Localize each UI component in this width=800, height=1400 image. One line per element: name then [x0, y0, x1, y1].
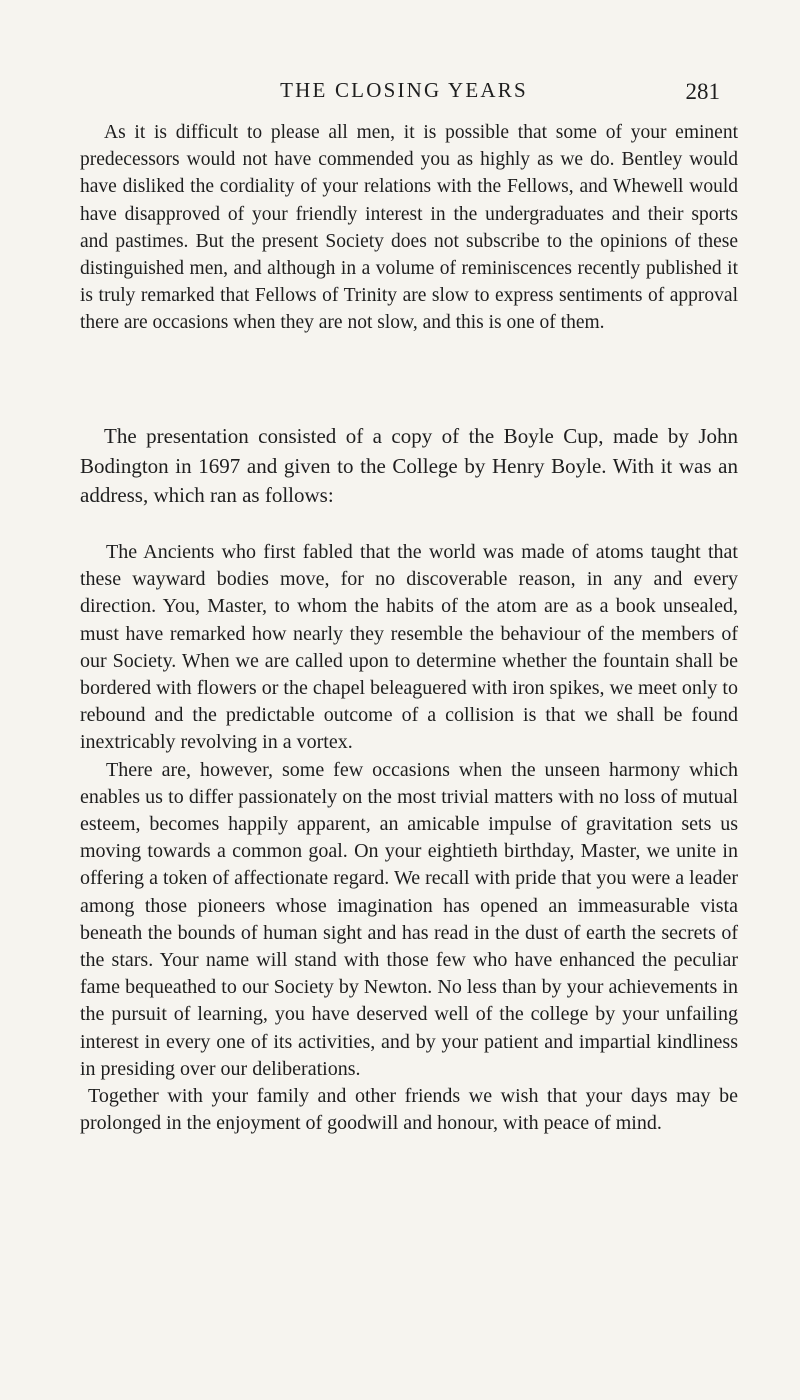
paragraph-text: The presentation consisted of a copy of the Boyle Cup, made by John Bodington in 1697 and given to the College by Henry Boyle. With it was an address, which ran as follows:: [80, 424, 738, 507]
running-title: THE CLOSING YEARS: [280, 78, 528, 102]
address-paragraph-1: The Ancients who first fabled that the world was made of atoms taught that these wayward bodies move, for no discoverable reason, in any and every direction. You, Master, to whom the habits of the atom are as a book unsealed, must have remarked how nearly they resemble the behaviour of the members of our Society. When we are called upon to determine whether the fountain shall be bordered with flowers or the chapel beleaguered with iron spikes, we meet only to rebound and the predictable outcome of a collision is that we shall be found inextricably revolving in a vortex.: [80, 541, 738, 754]
running-head: [84, 76, 724, 104]
paragraph-text: As it is difficult to please all men, it is possible that some of your eminent predecessors would not have commended you as highly as we do. Bentley would have disliked the cordiality of your relations with the Fellows, and Whewell would have disapproved of your friendly interest in the undergraduates and their sports and pastimes. But the present Society does not subscribe to the opinions of these distinguished men, and although in a volume of reminiscences recently published it is truly remarked that Fellows of Trinity are slow to express sentiments of approval there are occasions when they are not slow, and this is one of them.: [80, 122, 738, 334]
address-quotation: [80, 539, 738, 1137]
body-paragraph-2: [80, 422, 738, 511]
body-paragraph-1: [80, 119, 738, 337]
page-number: 281: [685, 79, 720, 104]
address-paragraph-2: There are, however, some few occasions when the unseen harmony which enables us to differ passionately on the most trivial matters with no loss of mutual esteem, becomes happily apparent, an amicable impulse of gravitation sets us moving towards a common goal. On your eightieth birthday, Master, we unite in offering a token of affectionate regard. We recall with pride that you were a leader among those pioneers whose imagination has opened an immeasurable vista beneath the bounds of human sight and has read in the dust of earth the secrets of the stars. Your name will stand with those few who have enhanced the peculiar fame bequeathed to our Society by Newton. No less than by your achievements in the pursuit of learning, you have deserved well of the college by your unfailing interest in every one of its activities, and by your patient and impartial kindliness in presiding over our deliberations.: [80, 758, 738, 1080]
address-paragraph-3: Together with your family and other friends we wish that your days may be prolonged in the enjoyment of goodwill and honour, with peace of mind.: [80, 1085, 738, 1135]
